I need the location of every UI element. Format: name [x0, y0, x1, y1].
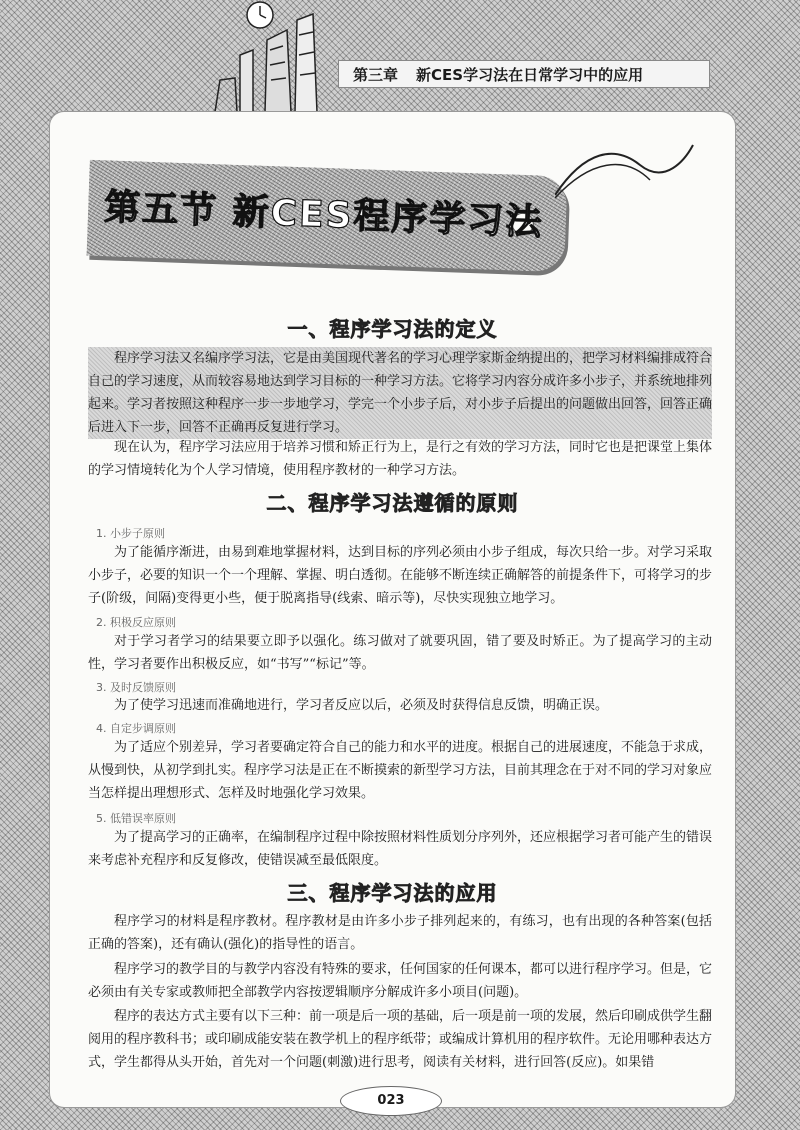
- part-3-heading: 三、程序学习法的应用: [287, 881, 498, 905]
- section-title: 第五节 新CES程序学习法: [103, 186, 545, 244]
- part-2-heading: 二、程序学习法遵循的原则: [266, 491, 519, 515]
- principle-2-title: 2. 积极反应原则: [96, 616, 176, 629]
- page-number: 023: [340, 1086, 442, 1116]
- principle-2-text: 对于学习者学习的结果要立即予以强化。练习做对了就要巩固，错了要及时矫正。为了提高学习的主动性，学习者要作出积极反应，如“书写”“标记”等。: [88, 634, 712, 672]
- principle-4-text: 为了适应个别差异，学习者要确定符合自己的能力和水平的进度。根据自己的进展速度，不能急于求成，从慢到快，从初学到扎实。程序学习法是正在不断摸索的新型学习方法，目前其理念在于对不同的学习对象应当怎样提出理想形式、怎样及时地强化学习效果。: [88, 740, 713, 801]
- tag-string-decoration: [555, 140, 695, 230]
- principle-3-text: 为了使学习迅速而准确地进行，学习者反应以后，必须及时获得信息反馈，明确正误。: [114, 698, 609, 713]
- chapter-header: [338, 60, 710, 88]
- clock-building-illustration: [195, 0, 345, 112]
- chapter-number: 第三章: [353, 65, 399, 84]
- principle-5-title: 5. 低错误率原则: [96, 812, 176, 825]
- part-1-paragraph-1: 程序学习法又名编序学习法，它是由美国现代著名的学习心理学家斯金纳提出的，把学习材料编排成符合自己的学习速度，从而较容易地达到学习目标的一种学习方法。它将学习内容分成许多小步子，并系统地排列起来。学习者按照这种程序一步一步地学习，学完一个小步子后，对小步子后提出的问题做出回答，回答正确后进入下一步，回答不正确再反复进行学习。: [88, 347, 712, 439]
- principle-5-text: 为了提高学习的正确率，在编制程序过程中除按照材料性质划分序列外，还应根据学习者可能产生的错误来考虑补充程序和反复修改，使错误减至最低限度。: [88, 830, 713, 868]
- part-3-paragraph-1: 程序学习的材料是程序教材。程序教材是由许多小步子排列起来的，有练习，也有出现的各种答案(包括正确的答案)，还有确认(强化)的指导性的语言。: [88, 914, 712, 952]
- principle-1-title: 1. 小步子原则: [96, 527, 165, 540]
- chapter-title: 新CES学习法在日常学习中的应用: [416, 65, 644, 84]
- part-1-paragraph-2: 现在认为，程序学习法应用于培养习惯和矫正行为上，是行之有效的学习方法，同时它也是把课堂上集体的学习情境转化为个人学习情境，使用程序教材的一种学习方法。: [88, 440, 713, 478]
- principle-4-title: 4. 自定步调原则: [96, 722, 176, 735]
- principle-1-text: 为了能循序渐进，由易到难地掌握材料，达到目标的序列必须由小步子组成，每次只给一步。对学习采取小步子，必要的知识一个一个理解、掌握、明白透彻。在能够不断连续正确解答的前提条件下，可将学习的步子(阶级，间隔)变得更小些，便于脱离指导(线索、暗示等)，尽快实现独立地学习。: [88, 545, 713, 606]
- part-3-paragraph-2: 程序学习的教学目的与教学内容没有特殊的要求，任何国家的任何课本，都可以进行程序学习。但是，它必须由有关专家或教师把全部教学内容按逻辑顺序分解成许多小项目(问题)。: [88, 962, 713, 1000]
- part-3-paragraph-3: 程序的表达方式主要有以下三种：前一项是后一项的基础，后一项是前一项的发展，然后印刷成供学生翻阅用的程序教科书；或印刷成能安装在教学机上的程序纸带；或编成计算机用的程序软件。无论用哪种表达方式，学生都得从头开始，首先对一个问题(刺激)进行思考，阅读有关材料，进行回答(反应)。如果错: [88, 1009, 713, 1070]
- principle-3-title: 3. 及时反馈原则: [96, 681, 176, 694]
- part-1-heading: 一、程序学习法的定义: [287, 317, 498, 341]
